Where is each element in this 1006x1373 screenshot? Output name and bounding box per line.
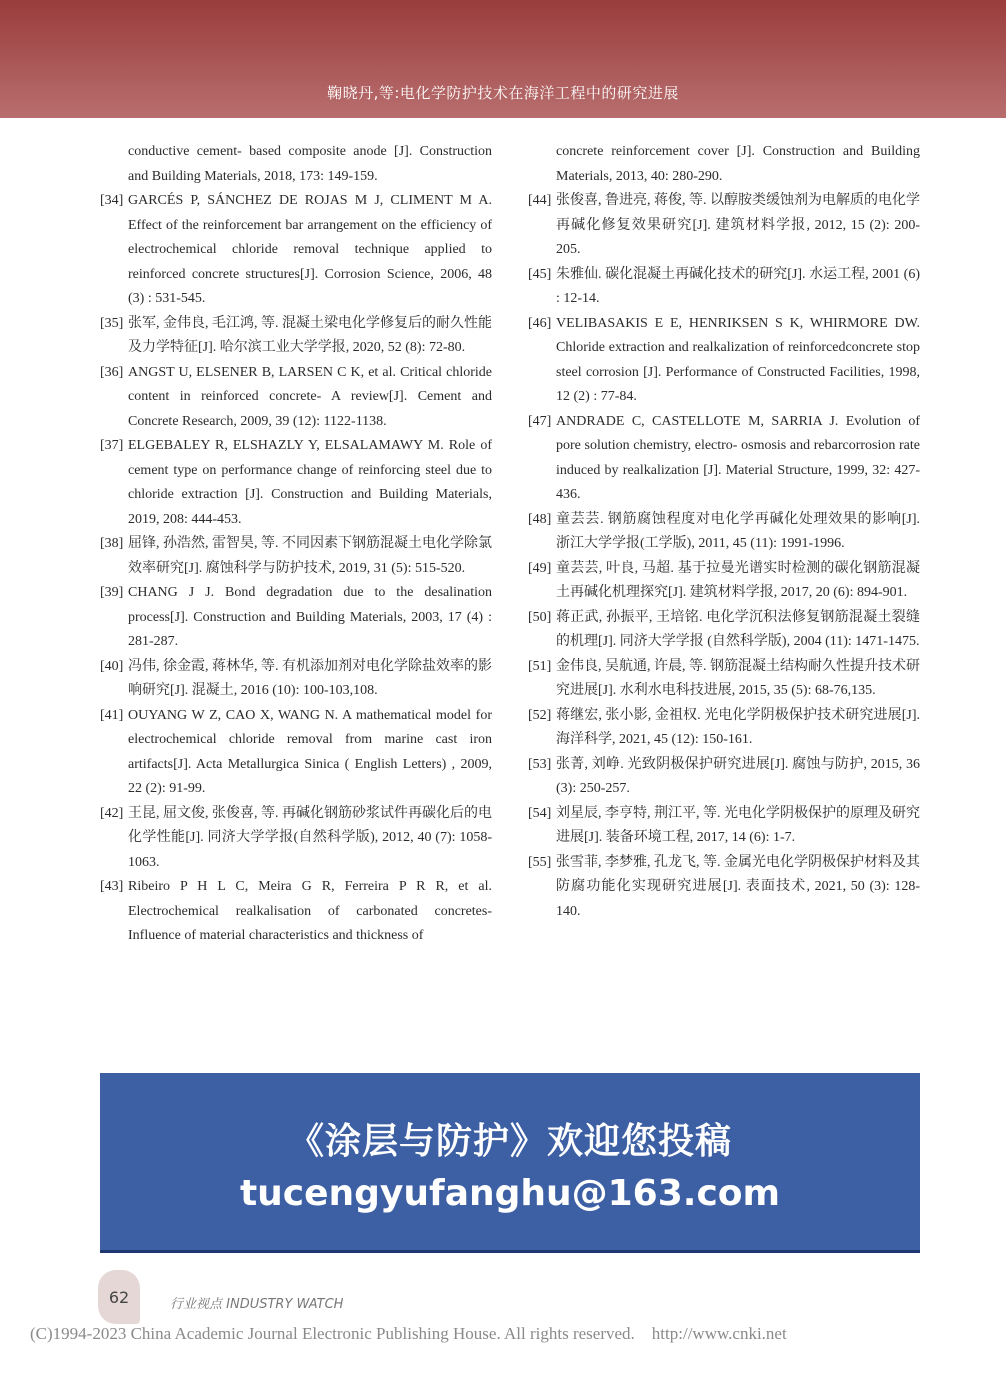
reference-item bbox=[528, 312, 920, 410]
reference-text: 张军, 金伟良, 毛江鸿, 等. 混凝土梁电化学修复后的耐久性能及力学特征[J]. 哈尔滨工业大学学报, 2020, 52 (8): 72-80. bbox=[128, 315, 492, 355]
reference-item bbox=[100, 140, 492, 189]
reference-item bbox=[528, 189, 920, 263]
reference-text: 童芸芸. 钢筋腐蚀程度对电化学再碱化处理效果的影响[J]. 浙江大学学报(工学版), 2011, 45 (11): 1991-1996. bbox=[556, 511, 920, 551]
reference-text: 冯伟, 徐金霞, 蒋林华, 等. 有机添加剂对电化学除盐效率的影响研究[J]. 混凝土, 2016 (10): 100-103,108. bbox=[128, 658, 492, 698]
reference-number: [36] bbox=[100, 364, 124, 380]
banner-email-link[interactable]: tucengyufanghu@163.com bbox=[239, 1173, 781, 1214]
reference-item bbox=[100, 312, 492, 361]
running-title: 鞠晓丹,等:电化学防护技术在海洋工程中的研究进展 bbox=[327, 84, 679, 102]
reference-item bbox=[100, 655, 492, 704]
page-number: 62 bbox=[98, 1270, 140, 1324]
reference-text: 张俊喜, 鲁进亮, 蒋俊, 等. 以醇胺类缓蚀剂为电解质的电化学再碱化修复效果研究[J]. 建筑材料学报, 2012, 15 (2): 200-205. bbox=[556, 193, 920, 257]
section-label: 行业视点 INDUSTRY WATCH bbox=[170, 1297, 344, 1312]
reference-item bbox=[528, 851, 920, 925]
reference-text: 蒋正武, 孙振平, 王培铭. 电化学沉积法修复钢筋混凝土裂缝的机理[J]. 同济大学学报 (自然科学版), 2004 (11): 1471-1475. bbox=[556, 609, 920, 649]
reference-number: [52] bbox=[528, 707, 552, 723]
header-band bbox=[0, 0, 1006, 118]
reference-number: [38] bbox=[100, 536, 124, 551]
reference-text: 张菁, 刘峥. 光致阴极保护研究进展[J]. 腐蚀与防护, 2015, 36 (3): 250-257. bbox=[556, 756, 920, 796]
reference-item bbox=[528, 606, 920, 655]
reference-item bbox=[528, 655, 920, 704]
reference-item bbox=[100, 532, 492, 581]
reference-text: 朱雅仙. 碳化混凝土再碱化技术的研究[J]. 水运工程, 2001 (6) : 12-14. bbox=[556, 266, 920, 306]
reference-number: [40] bbox=[100, 658, 124, 674]
reference-text: 张雪菲, 李梦雅, 孔龙飞, 等. 金属光电化学阴极保护材料及其防腐功能化实现研究进展[J]. 表面技术, 2021, 50 (3): 128-140. bbox=[556, 854, 920, 919]
banner-invitation-text: 《涂层与防护》欢迎您投稿 bbox=[287, 1121, 732, 1162]
reference-text: ANGST U, ELSENER B, LARSEN C K, et al. Critical chloride content in reinforced concrete- A review[J]. Cement and Concrete Research, 2009, 39 (12): 1122-1138. bbox=[128, 364, 492, 429]
reference-item bbox=[100, 434, 492, 532]
reference-text: GARCÉS P, SÁNCHEZ DE ROJAS M J, CLIMENT M A. Effect of the reinforcement bar arrangement on the efficiency of electrochemical chloride removal technique applied to reinforced concrete structures[J]. Corrosion Science, 2006, 48 (3) : 531-545. bbox=[128, 193, 492, 306]
reference-text: Ribeiro P H L C, Meira G R, Ferreira P R R, et al. Electrochemical realkalisation of carbonated concretes- Influence of material characteristics and thickness of bbox=[128, 879, 492, 943]
reference-number: [42] bbox=[100, 805, 124, 821]
reference-text: CHANG J J. Bond degradation due to the desalination process[J]. Construction and Building Materials, 2003, 17 (4) : 281-287. bbox=[128, 585, 492, 649]
references-right-column bbox=[528, 140, 920, 924]
reference-number: [47] bbox=[528, 413, 552, 429]
reference-item bbox=[528, 753, 920, 802]
reference-number: [51] bbox=[528, 658, 552, 674]
reference-text: 屈锋, 孙浩然, 雷智昊, 等. 不同因素下钢筋混凝土电化学除氯效率研究[J]. 腐蚀科学与防护技术, 2019, 31 (5): 515-520. bbox=[128, 536, 492, 576]
reference-text: 刘星辰, 李亨特, 荆江平, 等. 光电化学阴极保护的原理及研究进展[J]. 装备环境工程, 2017, 14 (6): 1-7. bbox=[556, 805, 920, 845]
references-left-column bbox=[100, 140, 492, 949]
reference-number: [48] bbox=[528, 511, 552, 527]
reference-item bbox=[100, 581, 492, 655]
reference-item bbox=[100, 875, 492, 949]
reference-item bbox=[528, 704, 920, 753]
reference-item bbox=[528, 263, 920, 312]
reference-number: [54] bbox=[528, 805, 552, 821]
reference-item bbox=[100, 704, 492, 802]
reference-text: 王昆, 屈文俊, 张俊喜, 等. 再碱化钢筋砂浆试件再碳化后的电化学性能[J]. 同济大学学报(自然科学版), 2012, 40 (7): 1058-1063. bbox=[128, 805, 492, 870]
reference-number: [53] bbox=[528, 756, 552, 772]
reference-text: OUYANG W Z, CAO X, WANG N. A mathematical model for electrochemical chloride removal from marine cast iron artifacts[J]. Acta Metallurgica Sinica ( English Letters) , 2009, 22 (2): 91-99. bbox=[128, 707, 492, 796]
reference-text: ELGEBALEY R, ELSHAZLY Y, ELSALAMAWY M. Role of cement type on performance change of reinforcing steel due to chloride extraction [J]. Construction and Building Materials, 2019, 208: 444-453. bbox=[128, 438, 492, 527]
reference-item bbox=[100, 802, 492, 876]
reference-item bbox=[528, 802, 920, 851]
reference-number: [41] bbox=[100, 707, 124, 723]
submission-banner bbox=[100, 1073, 920, 1253]
reference-text: conductive cement- based composite anode [J]. Construction and Building Materials, 2018, 173: 149-159. bbox=[128, 144, 492, 184]
reference-number: [50] bbox=[528, 609, 552, 625]
reference-number: [35] bbox=[100, 315, 124, 331]
reference-number: [46] bbox=[528, 315, 552, 331]
reference-number: [55] bbox=[528, 854, 552, 870]
reference-item bbox=[100, 189, 492, 312]
reference-text: 童芸芸, 叶良, 马超. 基于拉曼光谱实时检测的碳化钢筋混凝土再碱化机理探究[J]. 建筑材料学报, 2017, 20 (6): 894-901. bbox=[556, 560, 920, 600]
reference-text: VELIBASAKIS E E, HENRIKSEN S K, WHIRMORE DW. Chloride extraction and realkalization of reinforcedconcrete stop steel corrosion [J]. Performance of Constructed Facilities, 1998, 12 (2) : 77-84. bbox=[556, 315, 920, 404]
reference-text: ANDRADE C, CASTELLOTE M, SARRIA J. Evolution of pore solution chemistry, electro- osmosis and rebarcorrosion rate induced by realkalization [J]. Material Structure, 1999, 32: 427-436. bbox=[556, 413, 920, 502]
copyright-footer: (C)1994-2023 China Academic Journal Electronic Publishing House. All rights reserved. http://www.cnki.net bbox=[30, 1324, 787, 1343]
reference-item bbox=[528, 410, 920, 508]
reference-number: [37] bbox=[100, 438, 124, 453]
reference-number: [39] bbox=[100, 585, 124, 600]
reference-text: 蒋继宏, 张小影, 金祖权. 光电化学阴极保护技术研究进展[J]. 海洋科学, 2021, 45 (12): 150-161. bbox=[556, 707, 920, 747]
reference-number: [45] bbox=[528, 266, 552, 282]
reference-item bbox=[528, 508, 920, 557]
reference-number: [43] bbox=[100, 879, 124, 894]
reference-item bbox=[528, 140, 920, 189]
reference-number: [49] bbox=[528, 560, 552, 576]
reference-text: concrete reinforcement cover [J]. Construction and Building Materials, 2013, 40: 280-290. bbox=[556, 144, 920, 184]
reference-number: [44] bbox=[528, 193, 552, 208]
reference-item bbox=[528, 557, 920, 606]
reference-item bbox=[100, 361, 492, 435]
reference-number: [34] bbox=[100, 193, 124, 208]
reference-text: 金伟良, 吴航通, 许晨, 等. 钢筋混凝土结构耐久性提升技术研究进展[J]. 水利水电科技进展, 2015, 35 (5): 68-76,135. bbox=[556, 658, 920, 698]
